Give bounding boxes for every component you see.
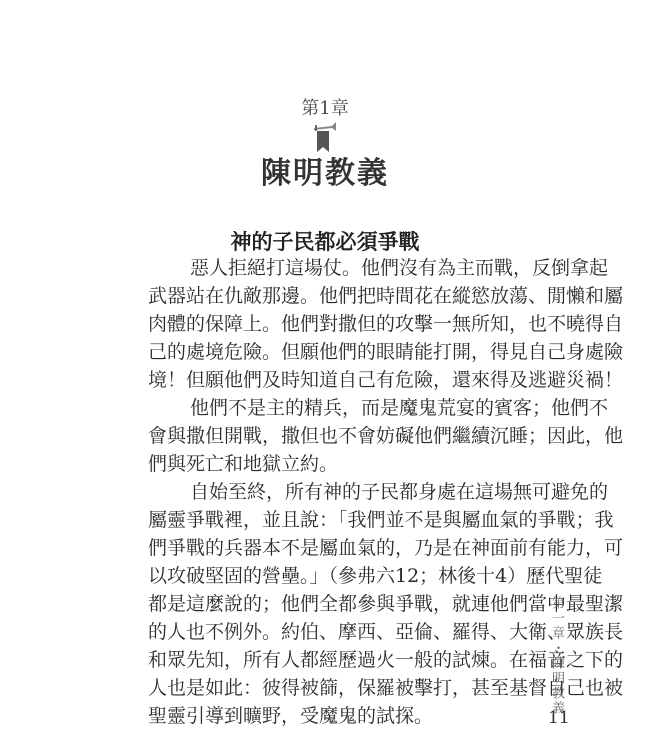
- section-title: 神的子民都必須爭戰: [230, 229, 420, 254]
- chapter-title: 陳明教義: [261, 156, 389, 191]
- paragraph-line: 惡人拒絕打這場仗。他們沒有為主而戰，反倒拿起: [190, 257, 609, 279]
- running-header: 第一章・陳明教義: [549, 596, 564, 716]
- paragraph-line: 己的處境危險。但願他們的眼睛能打開，得見自己身處險: [148, 341, 624, 363]
- paragraph-line: 屬靈爭戰裡，並且說：「我們並不是與屬血氣的爭戰；我: [148, 509, 614, 531]
- paragraph-line: 聖靈引導到曠野，受魔鬼的試探。: [148, 705, 434, 727]
- paragraph-line: 自始至終，所有神的子民都身處在這場無可避免的: [190, 481, 609, 503]
- paragraph-line: 肉體的保障上。他們對撒但的攻擊一無所知，也不曉得自: [148, 313, 624, 335]
- paragraph-line: 的人也不例外。約伯、摩西、亞倫、羅得、大衛、眾族長: [148, 621, 624, 643]
- paragraph-line: 們與死亡和地獄立約。: [148, 453, 339, 475]
- page-number: 11: [548, 708, 570, 728]
- paragraph-line: 們爭戰的兵器本不是屬血氣的，乃是在神面前有能力，可: [148, 537, 624, 559]
- paragraph-line: 境！但願他們及時知道自己有危險，還來得及逃避災禍！: [148, 369, 624, 391]
- chapter-label: 第1章: [301, 98, 349, 119]
- paragraph-line: 他們不是主的精兵，而是魔鬼荒宴的賓客；他們不: [190, 397, 609, 419]
- paragraph-line: 以攻破堅固的營壘。」（參弗六12；林後十4）歷代聖徒: [148, 565, 603, 587]
- paragraph-line: 和眾先知，所有人都經歷過火一般的試煉。在福音之下的: [148, 649, 624, 671]
- paragraph-line: 人也是如此：彼得被篩，保羅被擊打，甚至基督自己也被: [148, 677, 624, 699]
- paragraph-line: 武器站在仇敵那邊。他們把時間花在縱慾放蕩、閒懶和屬: [148, 285, 624, 307]
- paragraph-line: 會與撒但開戰，撒但也不會妨礙他們繼續沉睡；因此，他: [148, 425, 624, 447]
- paragraph-line: 都是這麼說的；他們全都參與爭戰，就連他們當中最聖潔: [148, 593, 624, 615]
